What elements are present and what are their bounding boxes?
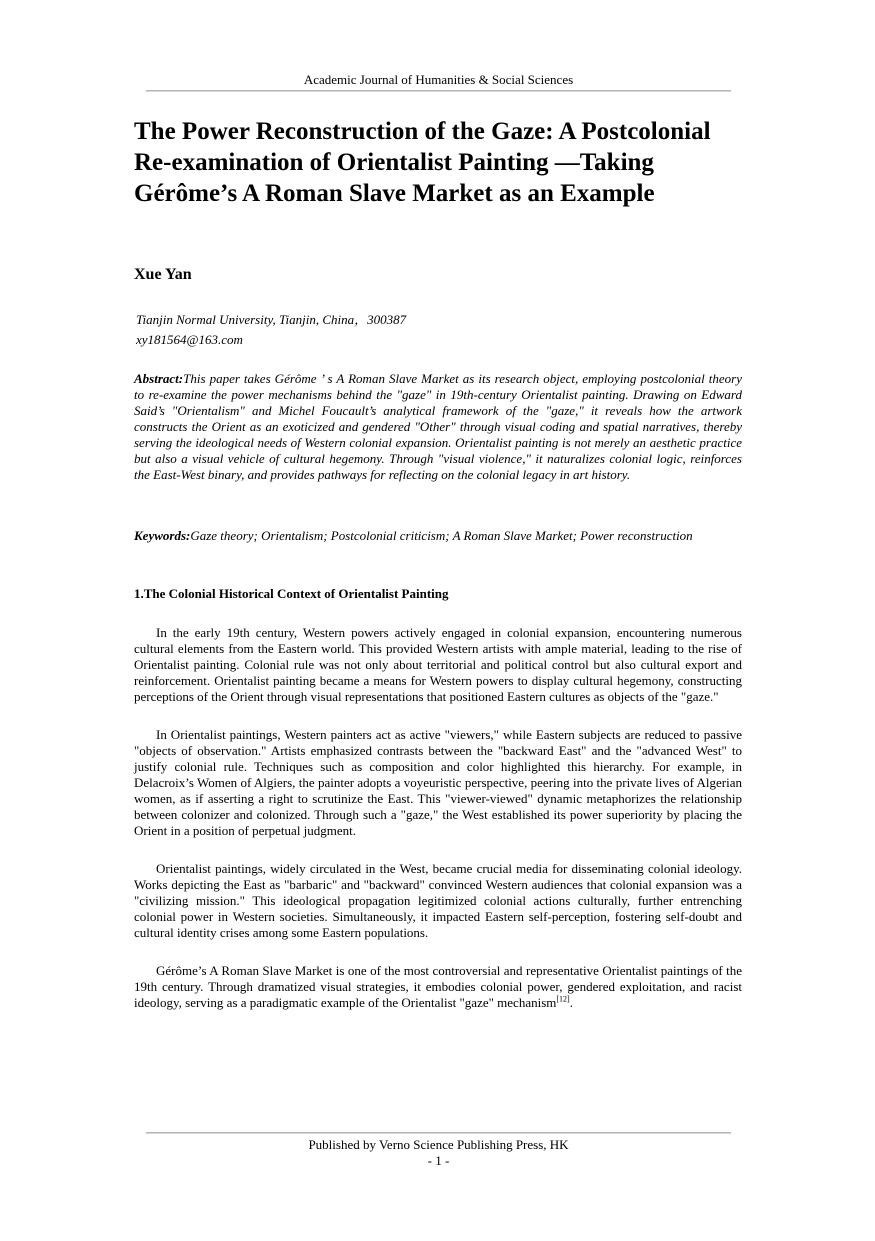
body-paragraph: In the early 19th century, Western powers actively engaged in colonial expansion, encountering numerous cultural elements from the Eastern world. This provided Western artists with ample material, leading to the rise of Orientalist painting. Colonial rule was not only about territorial and political control but also cultural export and reinforcement. Orientalist painting became a means for Western powers to display cultural hegemony, constructing perceptions of the Orient through visual representations that positioned Eastern cultures as objects of the "gaze." (134, 625, 742, 704)
section-heading: 1.The Colonial Historical Context of Orientalist Painting (134, 586, 449, 601)
abstract (134, 371, 742, 483)
paragraph-end: . (569, 995, 573, 1010)
publisher-line: Published by Verno Science Publishing Press, HK (308, 1137, 569, 1152)
paper-title: The Power Reconstruction of the Gaze: A Postcolonial Re-examination of Orientalist Painting —Taking Gérôme’s A Roman Slave Market as an Example (134, 118, 711, 207)
header-rule (146, 90, 731, 92)
body-paragraph (134, 963, 742, 1011)
footer-rule (146, 1132, 731, 1134)
keywords-text: Gaze theory; Orientalism; Postcolonial criticism; A Roman Slave Market; Power reconstruction (190, 528, 693, 543)
abstract-text: This paper takes Gérôme ’ s A Roman Slave Market as its research object, employing postcolonial theory to re-examine the power mechanisms behind the "gaze" in 19th-century Orientalist painting. Drawing on Edward Said’s "Orientalism" and Michel Foucault’s analytical framework of the "gaze," it reveals how the artwork constructs the Orient as an exoticized and gendered "Other" through visual coding and spatial narratives, thereby serving the ideological needs of Western colonial expansion. Orientalist painting is not merely an aesthetic practice but also a visual vehicle of cultural hegemony. Through "visual violence," it naturalizes colonial logic, reinforces the East-West binary, and provides pathways for reflecting on the colonial legacy in art history. (134, 371, 742, 482)
paragraph-text: Gérôme’s A Roman Slave Market is one of the most controversial and representative Orientalist paintings of the 19th century. Through dramatized visual strategies, it embodies colonial power, gendered exploitation, and racist ideology, serving as a paradigmatic example of the Orientalist "gaze" mechanism (134, 963, 742, 1010)
keywords (134, 528, 742, 544)
abstract-label: Abstract: (134, 371, 184, 386)
affiliation: Tianjin Normal University, Tianjin, China，300387 (136, 312, 407, 327)
section-body (134, 625, 742, 1033)
body-paragraph: In Orientalist paintings, Western painters act as active "viewers," while Eastern subjects are reduced to passive "objects of observation." Artists emphasized contrasts between the "backward East" and the "advanced West" to justify colonial rule. Techniques such as composition and color highlighted this hierarchy. For example, in Delacroix’s Women of Algiers, the painter adopts a voyeuristic perspective, peering into the private lives of Algerian women, as if asserting a right to scrutinize the East. This "viewer-viewed" dynamic metaphorizes the relationship between colonizer and colonized. Through such a "gaze," the West established its power superiority by placing the Orient in a position of perpetual judgment. (134, 727, 742, 838)
running-head: Academic Journal of Humanities & Social Sciences (303, 72, 574, 87)
keywords-label: Keywords: (134, 528, 191, 543)
citation-reference[interactable]: [12] (556, 994, 570, 1004)
author-affiliation-block (136, 310, 744, 350)
author-email: xy181564@163.com (136, 332, 243, 347)
body-paragraph: Orientalist paintings, widely circulated in the West, became crucial media for disseminating colonial ideology. Works depicting the East as "barbaric" and "backward" convinced Western audiences that colonial expansion was a "civilizing mission." This ideological propagation legitimized colonial actions culturally, further entrenching colonial power in Western societies. Simultaneously, it impacted Eastern self-perception, fostering self-doubt and cultural identity crises among some Eastern populations. (134, 861, 742, 940)
author-name: Xue Yan (134, 266, 192, 283)
page-number: - 1 - (427, 1153, 450, 1168)
